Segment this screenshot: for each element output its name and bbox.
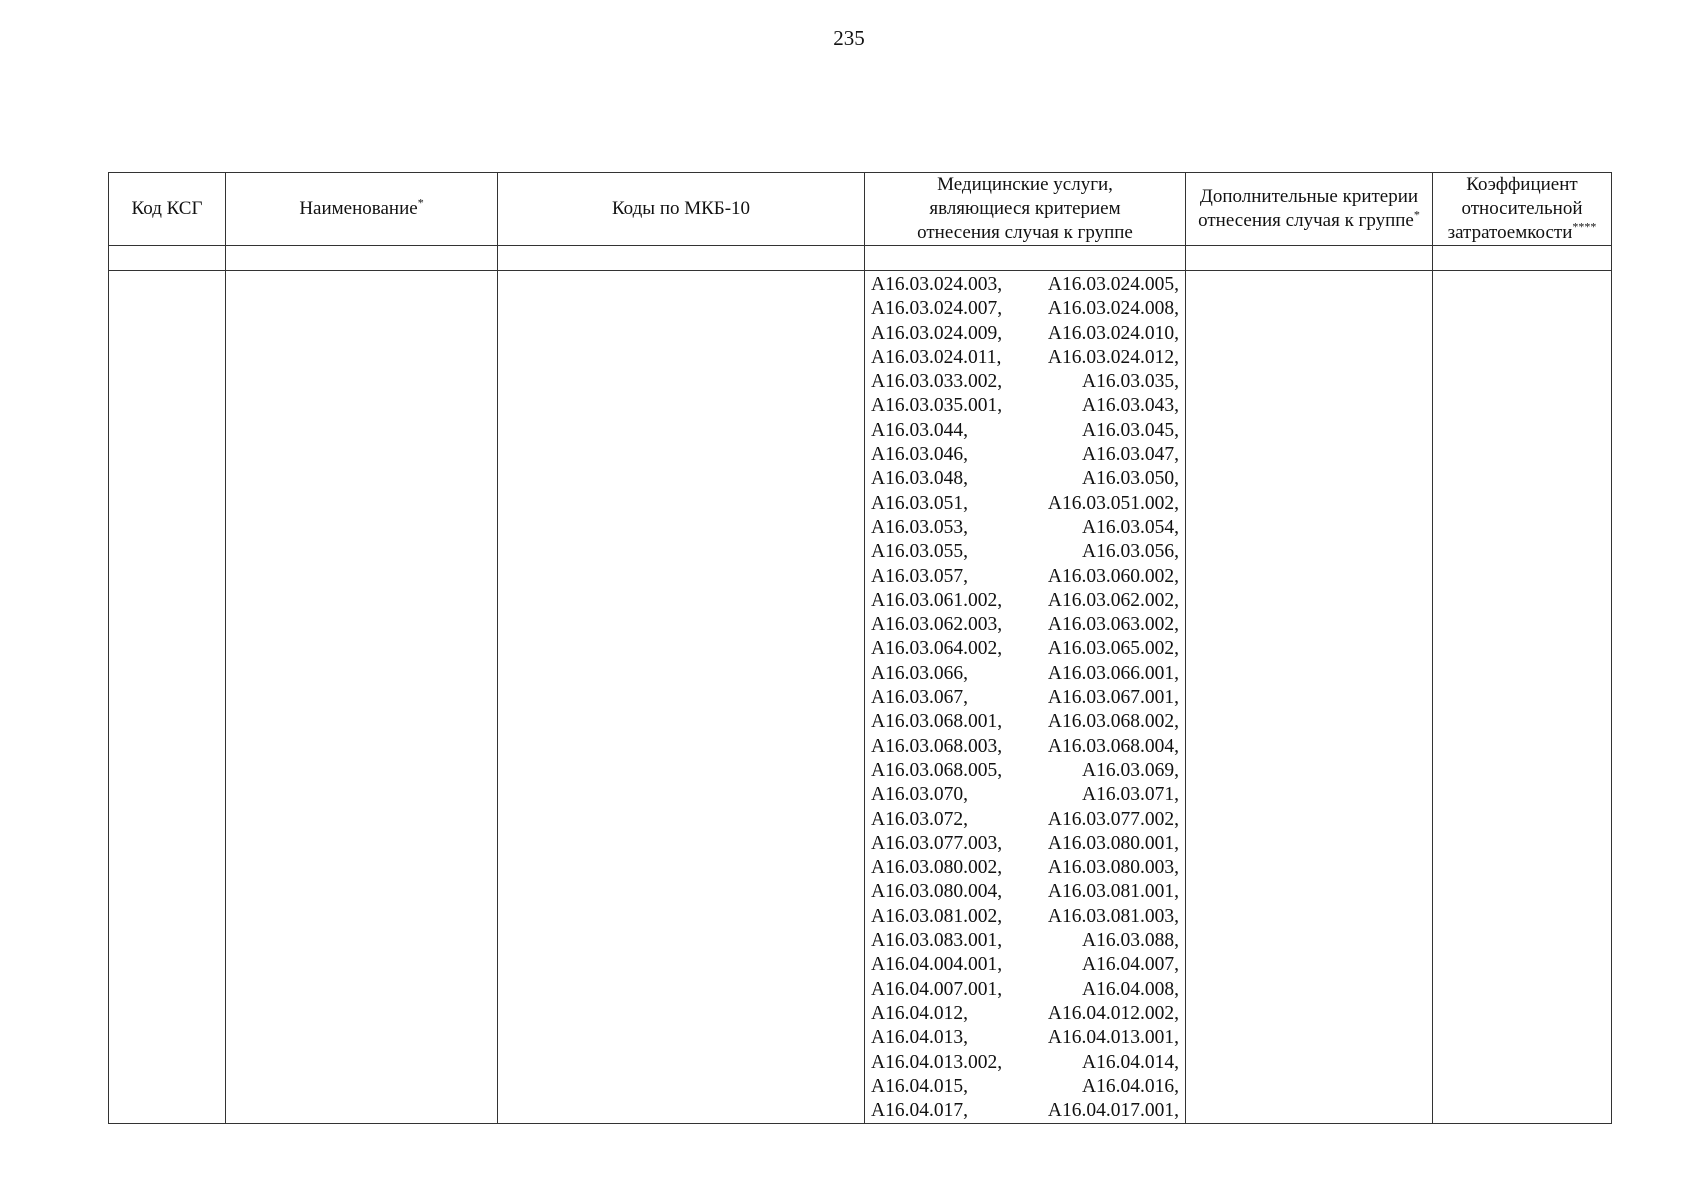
service-code-left: A16.03.081.002, (871, 905, 1003, 927)
service-code-right: A16.03.047, (1082, 444, 1179, 466)
service-code-left: A16.03.048, (871, 468, 968, 490)
service-code-right: A16.03.066.001, (1047, 662, 1179, 684)
service-code-right: A16.04.012.002, (1047, 1002, 1179, 1024)
header-name: Наименование* (226, 173, 498, 246)
service-code-left: A16.03.024.011, (871, 346, 1002, 368)
service-code-right: A16.03.045, (1082, 419, 1179, 441)
service-code-left: A16.03.044, (871, 419, 968, 441)
service-code-row (871, 953, 1179, 977)
service-code-right: A16.03.088, (1082, 930, 1179, 952)
service-code-row (871, 1099, 1179, 1123)
service-code-left: A16.04.007.001, (871, 978, 1003, 1000)
service-code-row (871, 929, 1179, 953)
ksg-table (108, 172, 1612, 1124)
service-code-row (871, 759, 1179, 783)
header-services: Медицинские услуги, являющиеся критерием отнесения случая к группе (865, 173, 1186, 246)
spacer-cell (1433, 246, 1612, 271)
service-code-right: A16.03.043, (1082, 395, 1179, 417)
service-code-right: A16.03.062.002, (1047, 589, 1179, 611)
table-row (109, 271, 1612, 1124)
header-criteria: Дополнительные критерии отнесения случая к группе* (1186, 173, 1433, 246)
page-number: 235 (833, 26, 865, 50)
service-code-row (871, 322, 1179, 346)
service-code-right: A16.03.069, (1082, 759, 1179, 781)
service-code-row (871, 856, 1179, 880)
name-cell (226, 271, 498, 1124)
spacer-cell (1186, 246, 1433, 271)
service-code-right: A16.03.068.004, (1047, 735, 1179, 757)
service-code-row (871, 686, 1179, 710)
service-code-left: A16.03.035.001, (871, 395, 1003, 417)
services-cell (865, 271, 1186, 1124)
service-code-right: A16.03.065.002, (1047, 638, 1179, 660)
service-code-row (871, 735, 1179, 759)
service-code-left: A16.03.024.007, (871, 298, 1003, 320)
service-code-left: A16.03.055, (871, 541, 968, 563)
service-code-right: A16.03.081.001, (1047, 881, 1179, 903)
service-code-right: A16.03.063.002, (1047, 614, 1179, 636)
service-code-right: A16.03.024.010, (1047, 322, 1179, 344)
service-code-left: A16.04.013, (871, 1027, 968, 1049)
service-code-right: A16.04.014, (1082, 1051, 1179, 1073)
service-code-row (871, 1026, 1179, 1050)
service-code-row (871, 808, 1179, 832)
service-code-row (871, 1075, 1179, 1099)
service-code-left: A16.04.017, (871, 1100, 968, 1122)
service-code-left: A16.03.024.003, (871, 274, 1003, 295)
service-code-right: A16.04.007, (1082, 954, 1179, 976)
service-code-right: A16.03.035, (1082, 371, 1179, 393)
service-code-row (871, 273, 1179, 297)
service-code-left: A16.03.057, (871, 565, 968, 587)
service-code-right: A16.03.067.001, (1047, 687, 1179, 709)
service-code-row (871, 589, 1179, 613)
service-code-left: A16.03.064.002, (871, 638, 1003, 660)
service-code-left: A16.03.077.003, (871, 832, 1003, 854)
service-code-row (871, 637, 1179, 661)
service-code-left: A16.03.072, (871, 808, 968, 830)
service-code-row (871, 613, 1179, 637)
header-coef: Коэффициент относительной затратоемкости**** (1433, 173, 1612, 246)
service-code-right: A16.03.024.012, (1047, 346, 1179, 368)
service-code-left: A16.03.068.001, (871, 711, 1003, 733)
criteria-cell (1186, 271, 1433, 1124)
service-code-right: A16.03.081.003, (1047, 905, 1179, 927)
service-code-right: A16.03.051.002, (1047, 492, 1179, 514)
service-code-left: A16.04.015, (871, 1075, 968, 1097)
spacer-cell (109, 246, 226, 271)
service-code-left: A16.03.080.002, (871, 857, 1003, 879)
service-code-left: A16.03.080.004, (871, 881, 1003, 903)
service-code-right: A16.03.071, (1082, 784, 1179, 806)
service-code-row (871, 297, 1179, 321)
service-code-left: A16.03.051, (871, 492, 968, 514)
service-code-right: A16.03.080.003, (1047, 857, 1179, 879)
header-code: Код КСГ (109, 173, 226, 246)
services-list (865, 271, 1185, 1123)
service-code-row (871, 346, 1179, 370)
service-code-right: A16.03.077.002, (1047, 808, 1179, 830)
service-code-row (871, 905, 1179, 929)
service-code-left: A16.03.033.002, (871, 371, 1003, 393)
spacer-cell (498, 246, 865, 271)
service-code-row (871, 710, 1179, 734)
service-code-row (871, 516, 1179, 540)
service-code-row (871, 419, 1179, 443)
service-code-row (871, 565, 1179, 589)
service-code-left: A16.03.067, (871, 687, 968, 709)
service-code-row (871, 880, 1179, 904)
service-code-right: A16.04.013.001, (1047, 1027, 1179, 1049)
service-code-left: A16.03.068.003, (871, 735, 1003, 757)
coef-cell (1433, 271, 1612, 1124)
service-code-right: A16.04.017.001, (1047, 1100, 1179, 1122)
criteria-footnote-mark: * (1413, 207, 1420, 222)
service-code-right: A16.03.050, (1082, 468, 1179, 490)
service-code-row (871, 978, 1179, 1002)
service-code-left: A16.03.046, (871, 444, 968, 466)
header-mkb: Коды по МКБ-10 (498, 173, 865, 246)
name-footnote-mark: * (417, 195, 424, 210)
service-code-left: A16.03.070, (871, 784, 968, 806)
spacer-row (109, 246, 1612, 271)
service-code-left: A16.03.062.003, (871, 614, 1003, 636)
service-code-right: A16.03.056, (1082, 541, 1179, 563)
service-code-left: A16.04.004.001, (871, 954, 1003, 976)
service-code-left: A16.03.083.001, (871, 930, 1003, 952)
service-code-right: A16.03.060.002, (1047, 565, 1179, 587)
service-code-row (871, 370, 1179, 394)
service-code-right: A16.03.024.005, (1047, 274, 1179, 295)
mkb-cell (498, 271, 865, 1124)
service-code-left: A16.03.053, (871, 516, 968, 538)
service-code-row (871, 492, 1179, 516)
service-code-right: A16.03.068.002, (1047, 711, 1179, 733)
service-code-right: A16.04.008, (1082, 978, 1179, 1000)
spacer-cell (865, 246, 1186, 271)
header-row (109, 173, 1612, 246)
service-code-row (871, 1051, 1179, 1075)
service-code-row (871, 394, 1179, 418)
service-code-row (871, 662, 1179, 686)
service-code-left: A16.03.068.005, (871, 759, 1003, 781)
service-code-right: A16.03.080.001, (1047, 832, 1179, 854)
code-cell (109, 271, 226, 1124)
service-code-row (871, 443, 1179, 467)
service-code-row (871, 540, 1179, 564)
service-code-right: A16.03.024.008, (1047, 298, 1179, 320)
service-code-right: A16.04.016, (1082, 1075, 1179, 1097)
service-code-left: A16.03.061.002, (871, 589, 1003, 611)
service-code-row (871, 832, 1179, 856)
service-code-row (871, 467, 1179, 491)
coef-footnote-mark: **** (1572, 219, 1597, 234)
service-code-row (871, 783, 1179, 807)
service-code-left: A16.03.066, (871, 662, 968, 684)
service-code-left: A16.04.012, (871, 1002, 968, 1024)
spacer-cell (226, 246, 498, 271)
service-code-right: A16.03.054, (1082, 516, 1179, 538)
service-code-left: A16.04.013.002, (871, 1051, 1003, 1073)
service-code-left: A16.03.024.009, (871, 322, 1003, 344)
service-code-row (871, 1002, 1179, 1026)
